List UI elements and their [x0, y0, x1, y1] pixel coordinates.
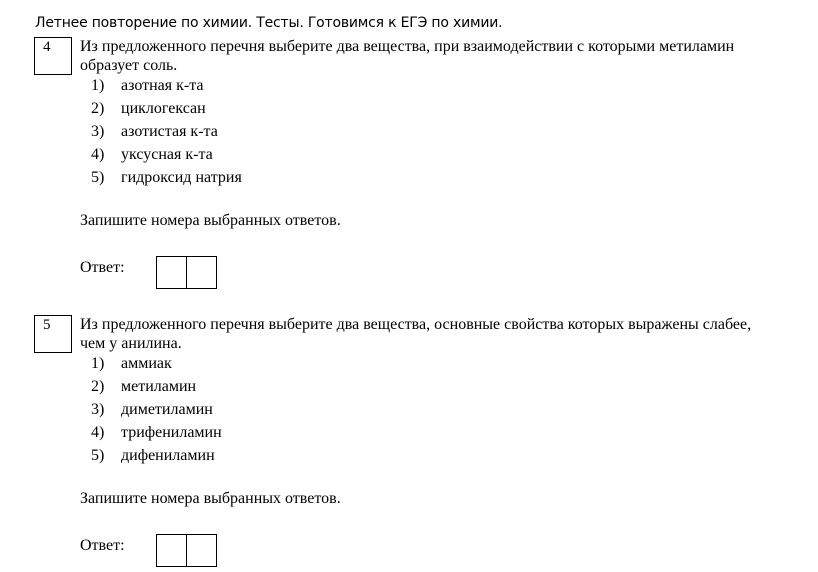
options-list — [91, 352, 222, 467]
option-item — [91, 74, 242, 97]
option-item — [91, 97, 242, 120]
option-text: уксусная к-та — [121, 146, 213, 163]
option-number: 1) — [91, 355, 105, 372]
question-text: Из предложенного перечня выберите два вещества, основные свойства которых выражены слабее, чем у анилина. — [80, 316, 752, 352]
option-item — [91, 120, 242, 143]
option-text: аммиак — [121, 355, 172, 372]
option-number: 2) — [91, 100, 105, 117]
option-number: 3) — [91, 401, 105, 418]
option-text: диметиламин — [121, 401, 213, 418]
option-text: азотная к-та — [121, 77, 204, 94]
instruction-text: Запишите номера выбранных ответов. — [80, 490, 341, 507]
option-number: 3) — [91, 123, 105, 140]
option-number: 5) — [91, 447, 105, 464]
option-item — [91, 375, 222, 398]
option-text: азотистая к-та — [121, 123, 218, 140]
answer-label: Ответ: — [80, 259, 125, 276]
task-number: 4 — [34, 37, 72, 75]
option-text: гидроксид натрия — [121, 169, 242, 186]
option-item — [91, 352, 222, 375]
task-number: 5 — [34, 315, 72, 353]
option-item — [91, 421, 222, 444]
answer-cell-2[interactable] — [186, 256, 217, 289]
question-text: Из предложенного перечня выберите два вещества, при взаимодействии с которыми метиламин образует соль. — [80, 38, 735, 74]
options-list — [91, 74, 242, 189]
option-number: 5) — [91, 169, 105, 186]
option-item — [91, 398, 222, 421]
option-text: дифениламин — [121, 447, 215, 464]
page-header: Летнее повторение по химии. Тесты. Готовимся к ЕГЭ по химии. — [35, 15, 503, 31]
option-number: 4) — [91, 146, 105, 163]
answer-cell-1[interactable] — [156, 256, 187, 289]
option-item — [91, 444, 222, 467]
option-text: метиламин — [121, 378, 197, 395]
answer-cell-1[interactable] — [156, 534, 187, 567]
option-number: 2) — [91, 378, 105, 395]
option-text: трифениламин — [121, 424, 222, 441]
option-item — [91, 143, 242, 166]
option-number: 4) — [91, 424, 105, 441]
answer-label: Ответ: — [80, 537, 125, 554]
option-number: 1) — [91, 77, 105, 94]
option-text: циклогексан — [121, 100, 206, 117]
answer-cell-2[interactable] — [186, 534, 217, 567]
option-item — [91, 166, 242, 189]
instruction-text: Запишите номера выбранных ответов. — [80, 212, 341, 229]
